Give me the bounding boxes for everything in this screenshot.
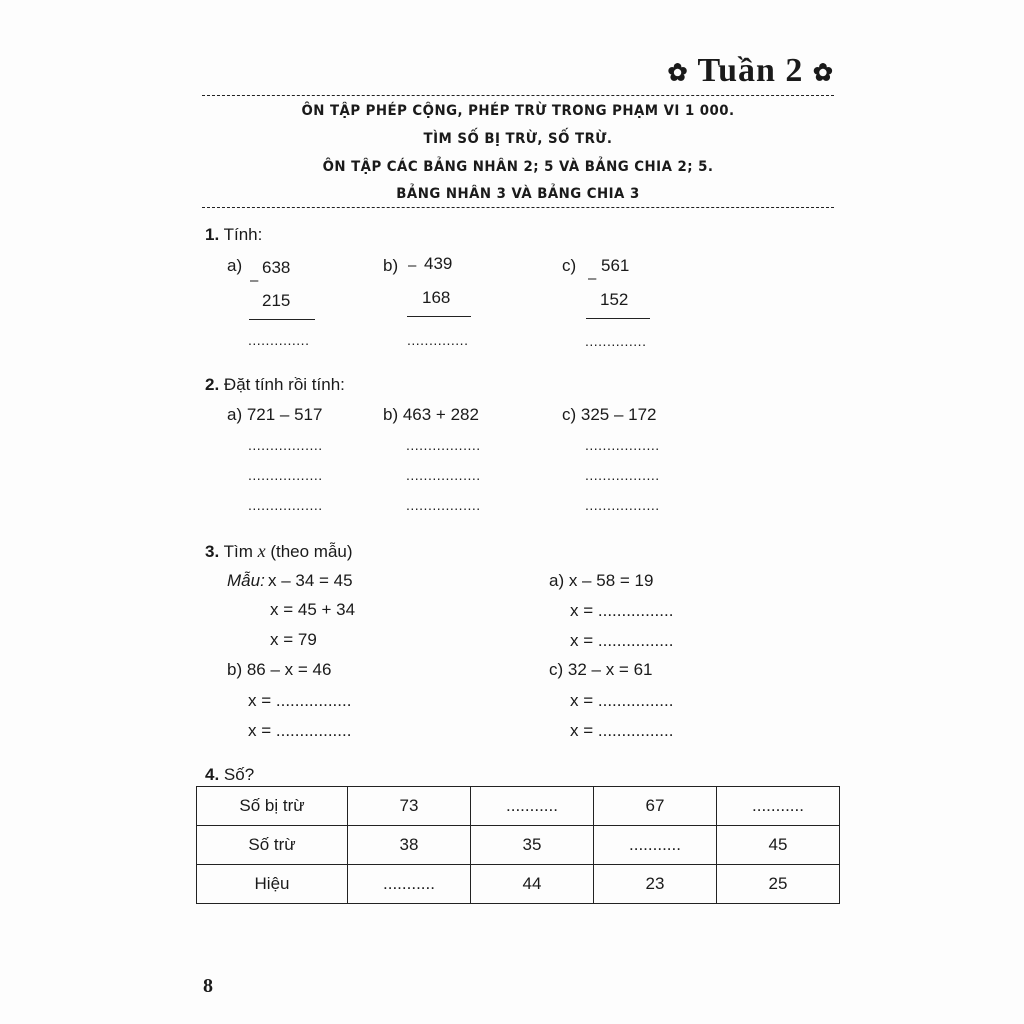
row-header-difference: Hiệu <box>197 865 348 904</box>
ex1-a-label: a) <box>227 256 243 275</box>
flower-icon-right: ✿ <box>812 60 834 87</box>
exercise-3-heading: 3. Tìm x (theo mẫu) <box>205 541 353 561</box>
ex1-c-subtrahend: 152 <box>600 290 629 309</box>
ex3-a-expression: a) x – 58 = 19 <box>549 571 654 590</box>
exercise-1-heading: 1. Tính: <box>205 225 263 244</box>
ex2-b-blank-2: ................. <box>406 467 481 483</box>
ex3-b-expression: b) 86 – x = 46 <box>227 660 332 679</box>
table-cell: 73 <box>348 787 471 826</box>
exercise-2-heading: 2. Đặt tính rồi tính: <box>205 375 345 394</box>
ex3-b-line-1: x = ................ <box>248 691 352 710</box>
ex1-b-minuend: 439 <box>424 254 453 273</box>
ex1-a-minus-sign: – <box>250 272 259 289</box>
ex1-b-label: b) <box>383 256 399 275</box>
ex2-a-blank-1: ................. <box>248 437 323 453</box>
ex3-b-line-2: x = ................ <box>248 721 352 740</box>
subtraction-table <box>196 786 840 904</box>
ex3-sample-label: Mẫu: <box>227 571 265 590</box>
ex2-a-blank-2: ................. <box>248 467 323 483</box>
ex1-a-subtrahend: 215 <box>262 291 291 310</box>
ex3-c-line-2: x = ................ <box>570 721 674 740</box>
week-heading <box>668 52 834 90</box>
ex2-b-blank-1: ................. <box>406 437 481 453</box>
divider-top <box>202 95 834 96</box>
table-cell: ........... <box>471 787 594 826</box>
ex2-b-expression: b) 463 + 282 <box>383 405 479 424</box>
ex1-b-underline <box>407 316 471 317</box>
table-cell: 67 <box>594 787 717 826</box>
table-cell: 44 <box>471 865 594 904</box>
ex1-b-minus-sign: – <box>408 257 417 274</box>
week-title: Tuần 2 <box>697 52 804 89</box>
ex2-c-expression: c) 325 – 172 <box>562 405 657 424</box>
ex3-a-line-1: x = ................ <box>570 601 674 620</box>
row-header-subtrahend: Số trừ <box>197 826 348 865</box>
ex3-sample-line-1: x – 34 = 45 <box>268 571 353 590</box>
topic-line-3: ÔN TẬP CÁC BẢNG NHÂN 2; 5 VÀ BẢNG CHIA 2; 5. <box>322 159 714 175</box>
exercise-4-heading: 4. Số? <box>205 765 255 784</box>
ex2-a-expression: a) 721 – 517 <box>227 405 323 424</box>
table-cell: ........... <box>717 787 840 826</box>
table-cell: ........... <box>594 826 717 865</box>
divider-bottom <box>202 207 834 208</box>
ex3-a-line-2: x = ................ <box>570 631 674 650</box>
ex1-a-minuend: 638 <box>262 258 291 277</box>
ex1-a-answer-blank: .............. <box>248 332 310 348</box>
ex2-b-blank-3: ................. <box>406 497 481 513</box>
ex3-sample-line-2: x = 45 + 34 <box>270 600 356 619</box>
table-cell: 38 <box>348 826 471 865</box>
ex1-b-subtrahend: 168 <box>422 288 451 307</box>
ex2-c-blank-1: ................. <box>585 437 660 453</box>
table-cell: 45 <box>717 826 840 865</box>
table-row-minuend <box>197 787 840 826</box>
table-cell: 25 <box>717 865 840 904</box>
ex3-c-expression: c) 32 – x = 61 <box>549 660 653 679</box>
table-cell: 23 <box>594 865 717 904</box>
ex1-a-underline <box>249 319 315 320</box>
page-number: 8 <box>203 975 213 997</box>
ex1-c-label: c) <box>562 256 577 275</box>
topic-line-1: ÔN TẬP PHÉP CỘNG, PHÉP TRỪ TRONG PHẠM VI 1 000. <box>301 103 735 119</box>
flower-icon-left: ✿ <box>667 60 689 87</box>
ex3-sample-line-3: x = 79 <box>270 630 317 649</box>
ex1-c-answer-blank: .............. <box>585 333 647 349</box>
table-row-difference <box>197 865 840 904</box>
topic-line-2: TÌM SỐ BỊ TRỪ, SỐ TRỪ. <box>423 131 613 147</box>
ex2-c-blank-2: ................. <box>585 467 660 483</box>
ex2-c-blank-3: ................. <box>585 497 660 513</box>
table-cell: 35 <box>471 826 594 865</box>
ex1-c-minus-sign: – <box>588 270 597 287</box>
table-row-subtrahend <box>197 826 840 865</box>
ex1-b-answer-blank: .............. <box>407 332 469 348</box>
table-cell: ........... <box>348 865 471 904</box>
ex1-c-underline <box>586 318 650 319</box>
ex3-c-line-1: x = ................ <box>570 691 674 710</box>
topic-line-4: BẢNG NHÂN 3 VÀ BẢNG CHIA 3 <box>396 186 640 202</box>
row-header-minuend: Số bị trừ <box>197 787 348 826</box>
ex2-a-blank-3: ................. <box>248 497 323 513</box>
ex1-c-minuend: 561 <box>601 256 630 275</box>
